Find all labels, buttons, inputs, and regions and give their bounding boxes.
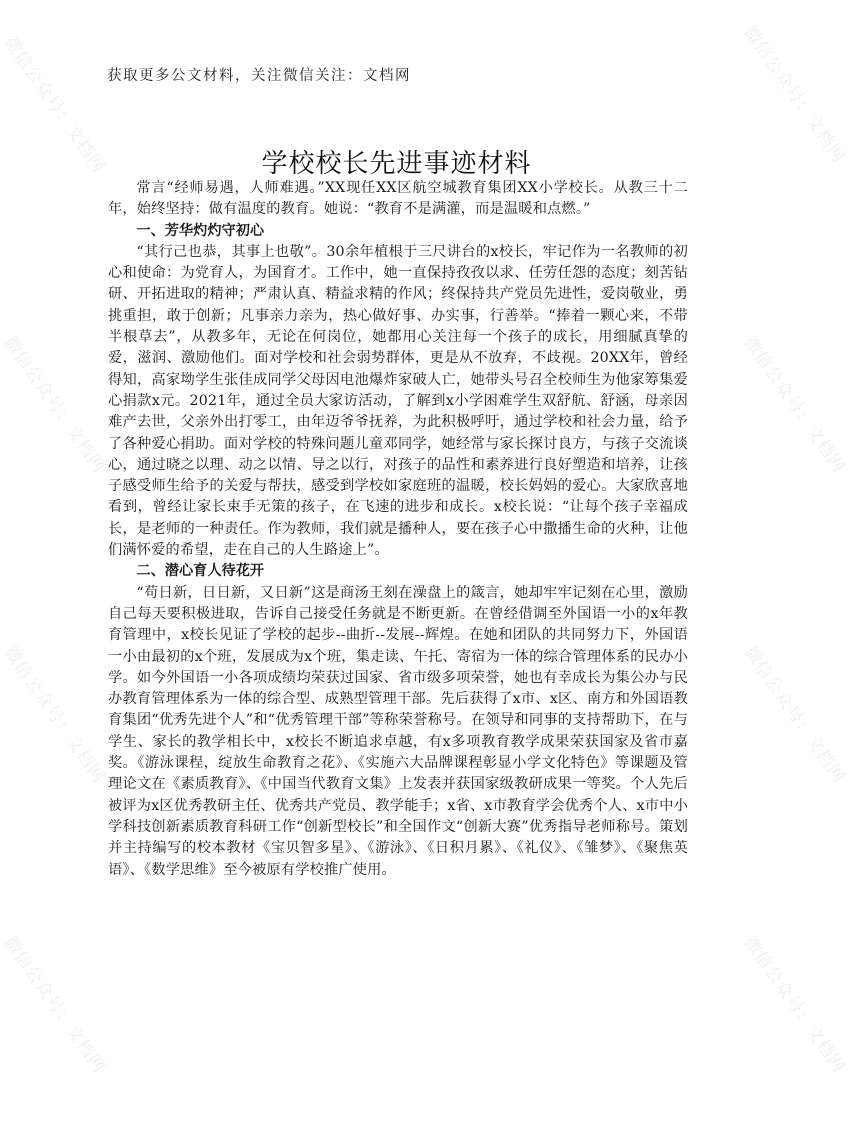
watermark: 微信公众号：文档网 <box>739 332 849 478</box>
document-body <box>108 178 688 881</box>
section-body-1: “其行己也恭，其事上也敬”。30余年植根于三尺讲台的x校长，牢记作为一名教师的初心和使命：为党育人，为国育才。工作中，她一直保持孜孜以求、任劳任怨的态度；刻苦钻研、开拓进取的精神；严肃认真、精益求精的作风；终保持共产党员先进性，爱岗敬业，勇挑重担，敢于创新；凡事亲力亲为，热心做好事、办实事，行善举。“捧着一颗心来，不带半根草去”，从教多年，无论在何岗位，她都用心关注每一个孩子的成长，用细腻真挚的爱，滋润、激励他们。面对学校和社会弱势群体，更是从不放弃，不歧视。20XX年，曾经得知，高家坳学生张佳成同学父母因电池爆炸家破人亡，她带头号召全校师生为他家筹集爱心捐款x元。2021年，通过全员大家访活动，了解到x小学困难学生双舒航、舒涵，母亲因难产去世，父亲外出打零工，由年迈爷爷抚养，为此积极呼吁，通过学校和社会力量，给予了各种爱心捐助。面对学校的特殊问题儿童邓同学，她经常与家长探讨良方，与孩子交流谈心，通过晓之以理、动之以情、导之以行，对孩子的品性和素养进行良好塑造和培养，让孩子感受师生给予的关爱与帮扶，感受到学校如家庭班的温暖，校长妈妈的爱心。大家欣喜地看到，曾经让家长束手无策的孩子，在飞速的进步和成长。x校长说：“让每个孩子幸福成长，是老师的一种责任。作为教师，我们就是播种人，要在孩子心中撒播生命的火种，让他们满怀爱的希望，走在自己的人生路途上”。 <box>108 243 688 559</box>
page-title: 学校校长先进事迹材料 <box>261 149 532 179</box>
watermark: 微信公众号：文档网 <box>739 932 849 1078</box>
section-heading-1: 一、芳华灼灼守初心 <box>136 222 265 239</box>
watermark: 微信公众号：文档网 <box>739 642 849 788</box>
watermark: 微信公众号：文档网 <box>0 642 109 788</box>
watermark: 微信公众号：文档网 <box>0 32 109 178</box>
header-note: 获取更多公文材料，关注微信关注：文档网 <box>107 68 411 84</box>
watermark: 微信公众号：文档网 <box>739 22 849 168</box>
intro-paragraph: 常言“经师易遇，人师难遇。”XX现任XX区航空城教育集团XX小学校长。从教三十二年，始终坚持：做有温度的教育。她说：“教育不是满灌，而是温暖和点燃。” <box>108 180 688 218</box>
section-body-2: “苟日新，日日新，又日新”这是商汤王刻在澡盘上的箴言，她却牢牢记刻在心里，激励自己每天要积极进取，告诉自己接受任务就是不断更新。在曾经借调至外国语一小的x年教育管理中，x校长见证了学校的起步--曲折--发展--辉煌。在她和团队的共同努力下，外国语一小由最初的x个班，发展成为x个班，集走读、午托、寄宿为一体的综合管理体系的民办小学。如今外国语一小各项成绩均荣获过国家、省市级多项荣誉，她也有幸成长为集公办与民办教育管理体系为一体的综合型、成熟型管理干部。先后获得了x市、x区、南方和外国语教育集团“优秀先进个人”和“优秀管理干部”等称荣誉称号。在领导和同事的支持帮助下，在与学生、家长的教学相长中，x校长不断追求卓越，有x多项教育教学成果荣获国家及省市嘉奖。《游泳课程，绽放生命教育之花》、《实施六大品牌课程彰显小学文化特色》等课题及管理论文在《素质教育》、《中国当代教育文集》上发表并获国家级教研成果一等奖。个人先后被评为x区优秀教研主任、优秀共产党员、教学能手；x省、x市教育学会优秀个人、x市中小学科技创新素质教育科研工作“创新型校长”和全国作文“创新大赛”优秀指导老师称号。策划并主持编写的校本教材《宝贝智多星》、《游泳》、《日积月累》、《礼仪》、《雏梦》、《聚焦英语》、《数学思维》至今被原有学校推广使用。 <box>108 584 688 878</box>
watermark: 微信公众号：文档网 <box>0 932 109 1078</box>
section-heading-2: 二、潜心育人待花开 <box>136 563 265 580</box>
watermark: 微信公众号：文档网 <box>0 332 109 478</box>
